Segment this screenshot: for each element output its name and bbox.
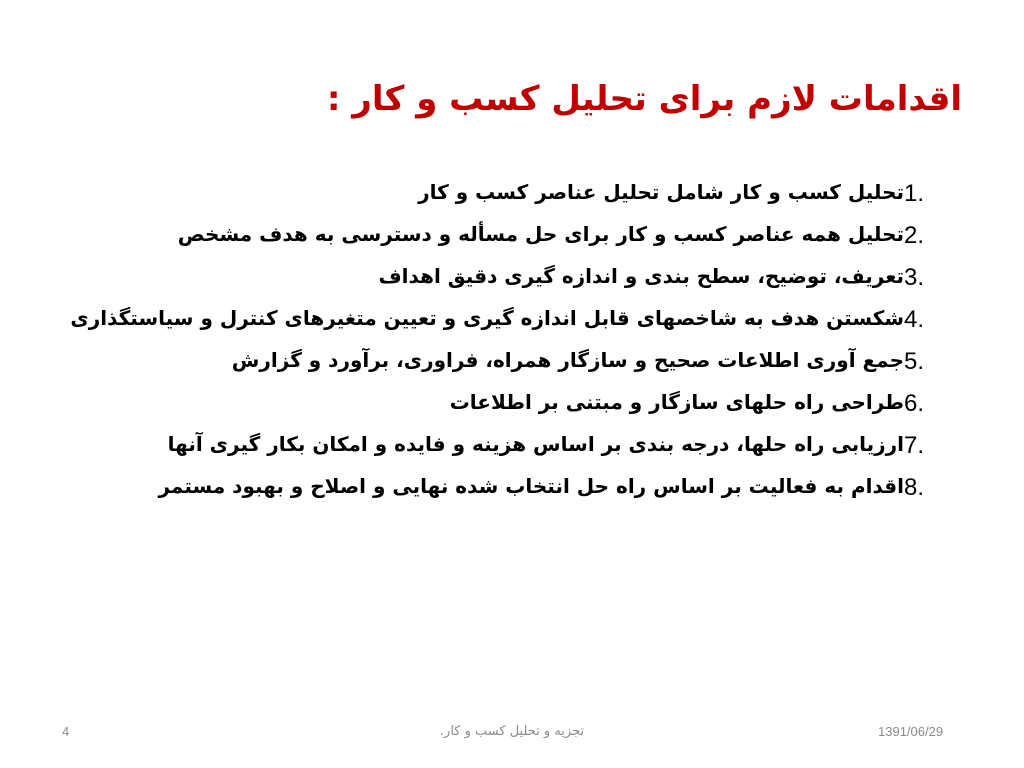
list-item-number: 6. xyxy=(904,390,925,417)
list-item-text: ارزیابی راه حلها، درجه بندی بر اساس هزینه و فایده و امکان بکار گیری آنها xyxy=(167,432,904,456)
footer-date: 1391/06/29 xyxy=(878,724,944,739)
list-item xyxy=(64,470,962,504)
list-item-number: 4. xyxy=(904,306,925,333)
list-item-number: 1. xyxy=(904,180,925,207)
list-item xyxy=(64,386,962,420)
slide-title: اقدامات لازم برای تحلیل کسب و کار : xyxy=(326,79,962,119)
list-item-number: 2. xyxy=(904,222,925,249)
list-item-number: 5. xyxy=(904,348,925,375)
list-item xyxy=(64,218,962,252)
list-item xyxy=(64,344,962,378)
list-item xyxy=(64,428,962,462)
numbered-list xyxy=(64,176,962,512)
list-item-text: شکستن هدف به شاخصهای قابل اندازه گیری و تعیین متغیرهای کنترل و سیاستگذاری xyxy=(70,306,904,330)
list-item-number: 7. xyxy=(904,432,925,459)
list-item xyxy=(64,176,962,210)
footer-caption: تجزیه و تحلیل کسب و کار. xyxy=(439,724,585,739)
list-item-text: اقدام به فعالیت بر اساس راه حل انتخاب شده نهایی و اصلاح و بهبود مستمر xyxy=(158,474,904,498)
list-item-text: تعریف، توضیح، سطح بندی و اندازه گیری دقیق اهداف xyxy=(378,264,904,288)
list-item-text: طراحی راه حلهای سازگار و مبتنی بر اطلاعات xyxy=(449,390,904,414)
list-item-text: تحلیل کسب و کار شامل تحلیل عناصر کسب و کار xyxy=(418,180,904,204)
list-item xyxy=(64,302,962,336)
list-item-number: 8. xyxy=(904,474,925,501)
list-item xyxy=(64,260,962,294)
list-item-number: 3. xyxy=(904,264,925,291)
list-item-text: جمع آوری اطلاعات صحیح و سازگار همراه، فراوری، برآورد و گزارش xyxy=(231,348,904,372)
list-item-text: تحلیل همه عناصر کسب و کار برای حل مسأله و دسترسی به هدف مشخص xyxy=(177,222,904,246)
footer-page-number: 4 xyxy=(62,724,70,739)
